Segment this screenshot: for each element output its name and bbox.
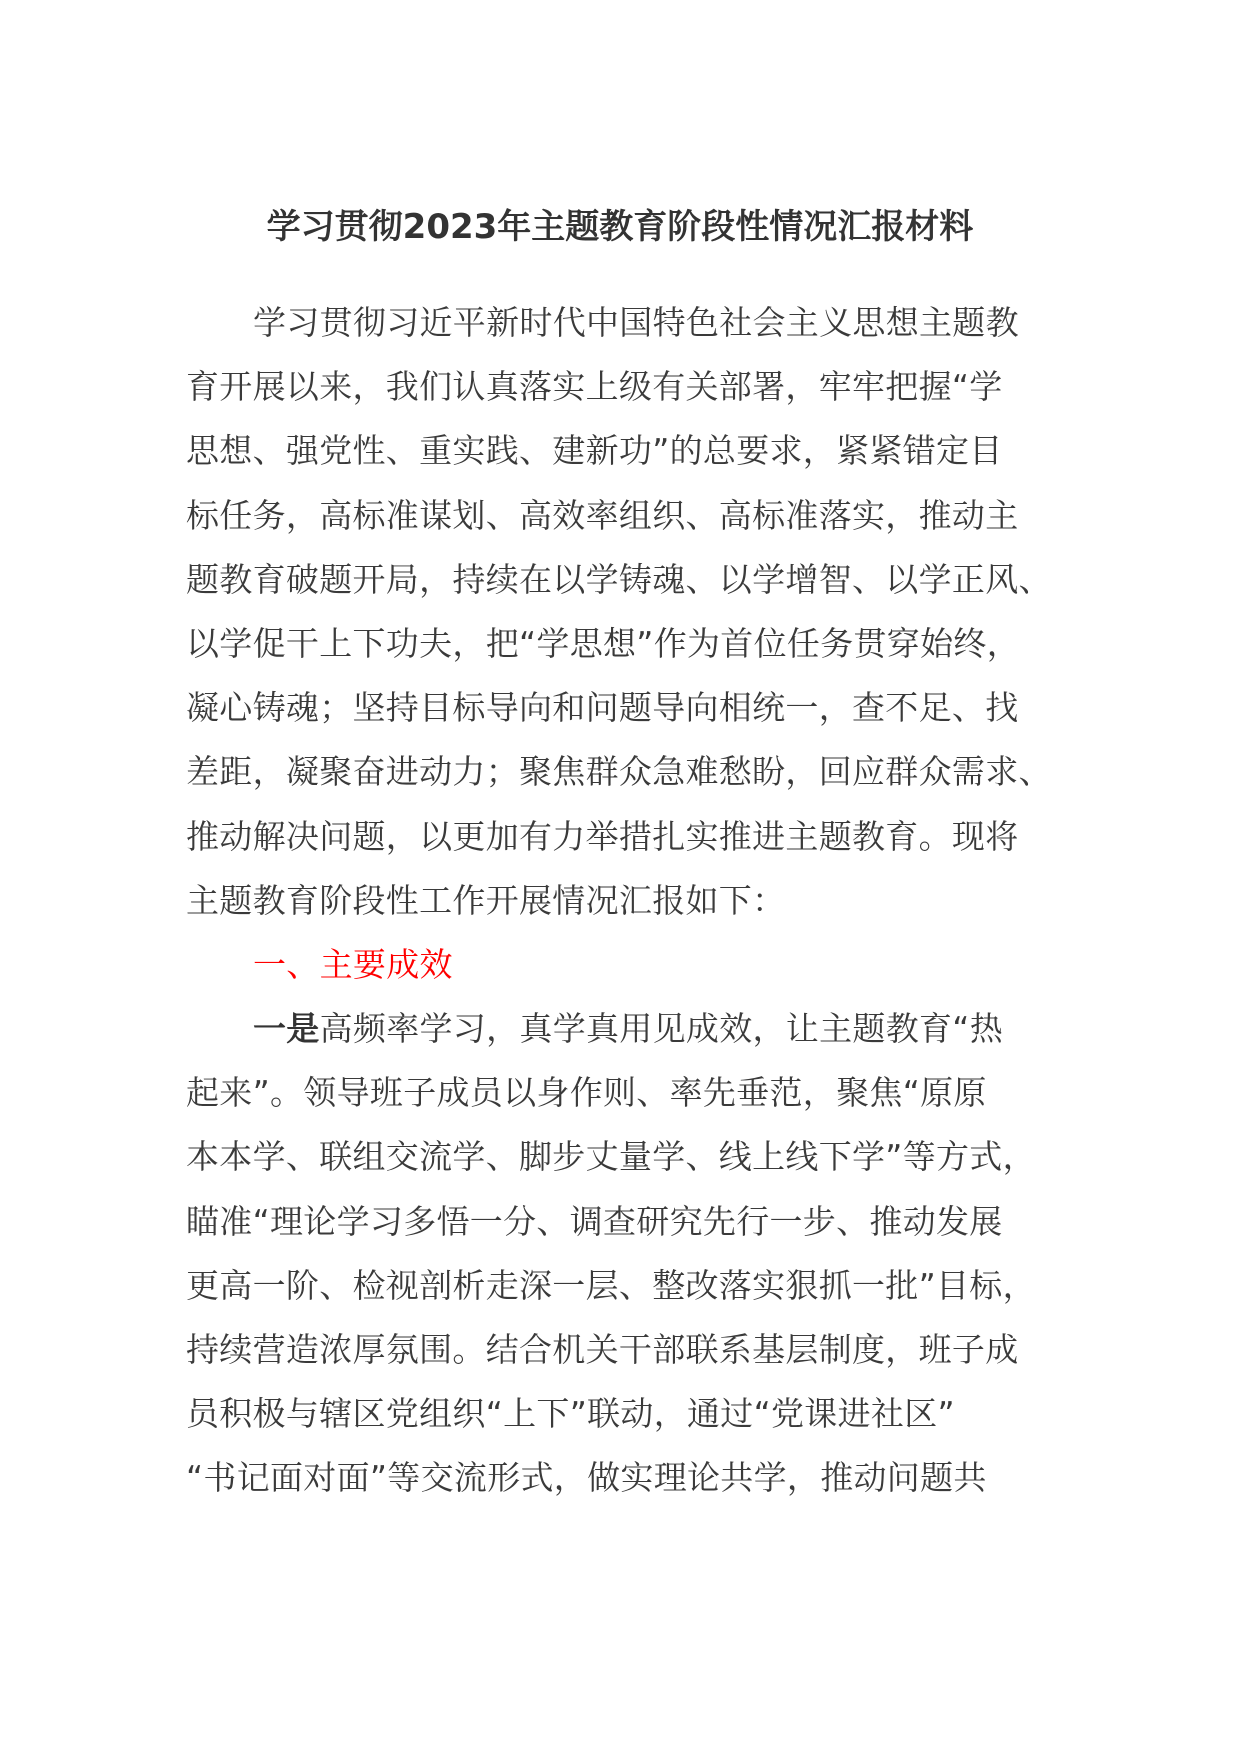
paragraph-line: 推动解决问题，以更加有力举措扎实推进主题教育。现将 (186, 816, 1019, 856)
point-lead: 一是 (253, 1009, 320, 1049)
document-title: 学习贯彻2023年主题教育阶段性情况汇报材料 (266, 207, 974, 247)
paragraph-line: 凝心铸魂；坚持目标导向和问题导向相统一，查不足、找 (186, 688, 1019, 728)
paragraph-line: 差距，凝聚奋进动力；聚焦群众急难愁盼，回应群众需求、 (186, 752, 1052, 792)
paragraph-line: 以学促干上下功夫，把“学思想”作为首位任务贯穿始终， (186, 623, 1020, 663)
section-heading: 一、主要成效 (253, 944, 453, 984)
paragraph-text: 高频率学习，真学真用见成效，让主题教育“热 (319, 1009, 1004, 1049)
paragraph-line: 持续营造浓厚氛围。结合机关干部联系基层制度，班子成 (186, 1330, 1019, 1369)
paragraph-line: 育开展以来，我们认真落实上级有关部署，牢牢把握“学 (186, 367, 1003, 407)
paragraph-line: 学习贯彻习近平新时代中国特色社会主义思想主题教 (253, 303, 1019, 342)
paragraph-line: 主题教育阶段性工作开展情况汇报如下： (186, 880, 786, 920)
paragraph-line: 标任务，高标准谋划、高效率组织、高标准落实，推动主 (186, 495, 1019, 535)
paragraph-line: “书记面对面”等交流形式，做实理论共学，推动问题共 (186, 1458, 987, 1498)
paragraph-line: 员积极与辖区党组织“上下”联动，通过“党课进社区” (186, 1394, 955, 1434)
paragraph-line: 思想、强党性、重实践、建新功”的总要求，紧紧错定目 (186, 431, 1003, 471)
paragraph-line: 更高一阶、检视剖析走深一层、整改落实狠抓一批”目标， (186, 1265, 1036, 1305)
paragraph-line: 本本学、联组交流学、脚步丈量学、线上线下学”等方式， (186, 1137, 1036, 1177)
paragraph-line: 瞄准“理论学习多悟一分、调查研究先行一步、推动发展 (186, 1201, 1003, 1241)
paragraph-line (186, 997, 1066, 1061)
paragraph-line: 题教育破题开局，持续在以学铸魂、以学增智、以学正风、 (186, 559, 1052, 599)
paragraph-line: 起来”。领导班子成员以身作则、率先垂范，聚焦“原原 (186, 1073, 987, 1113)
document-body (186, 291, 1066, 1511)
